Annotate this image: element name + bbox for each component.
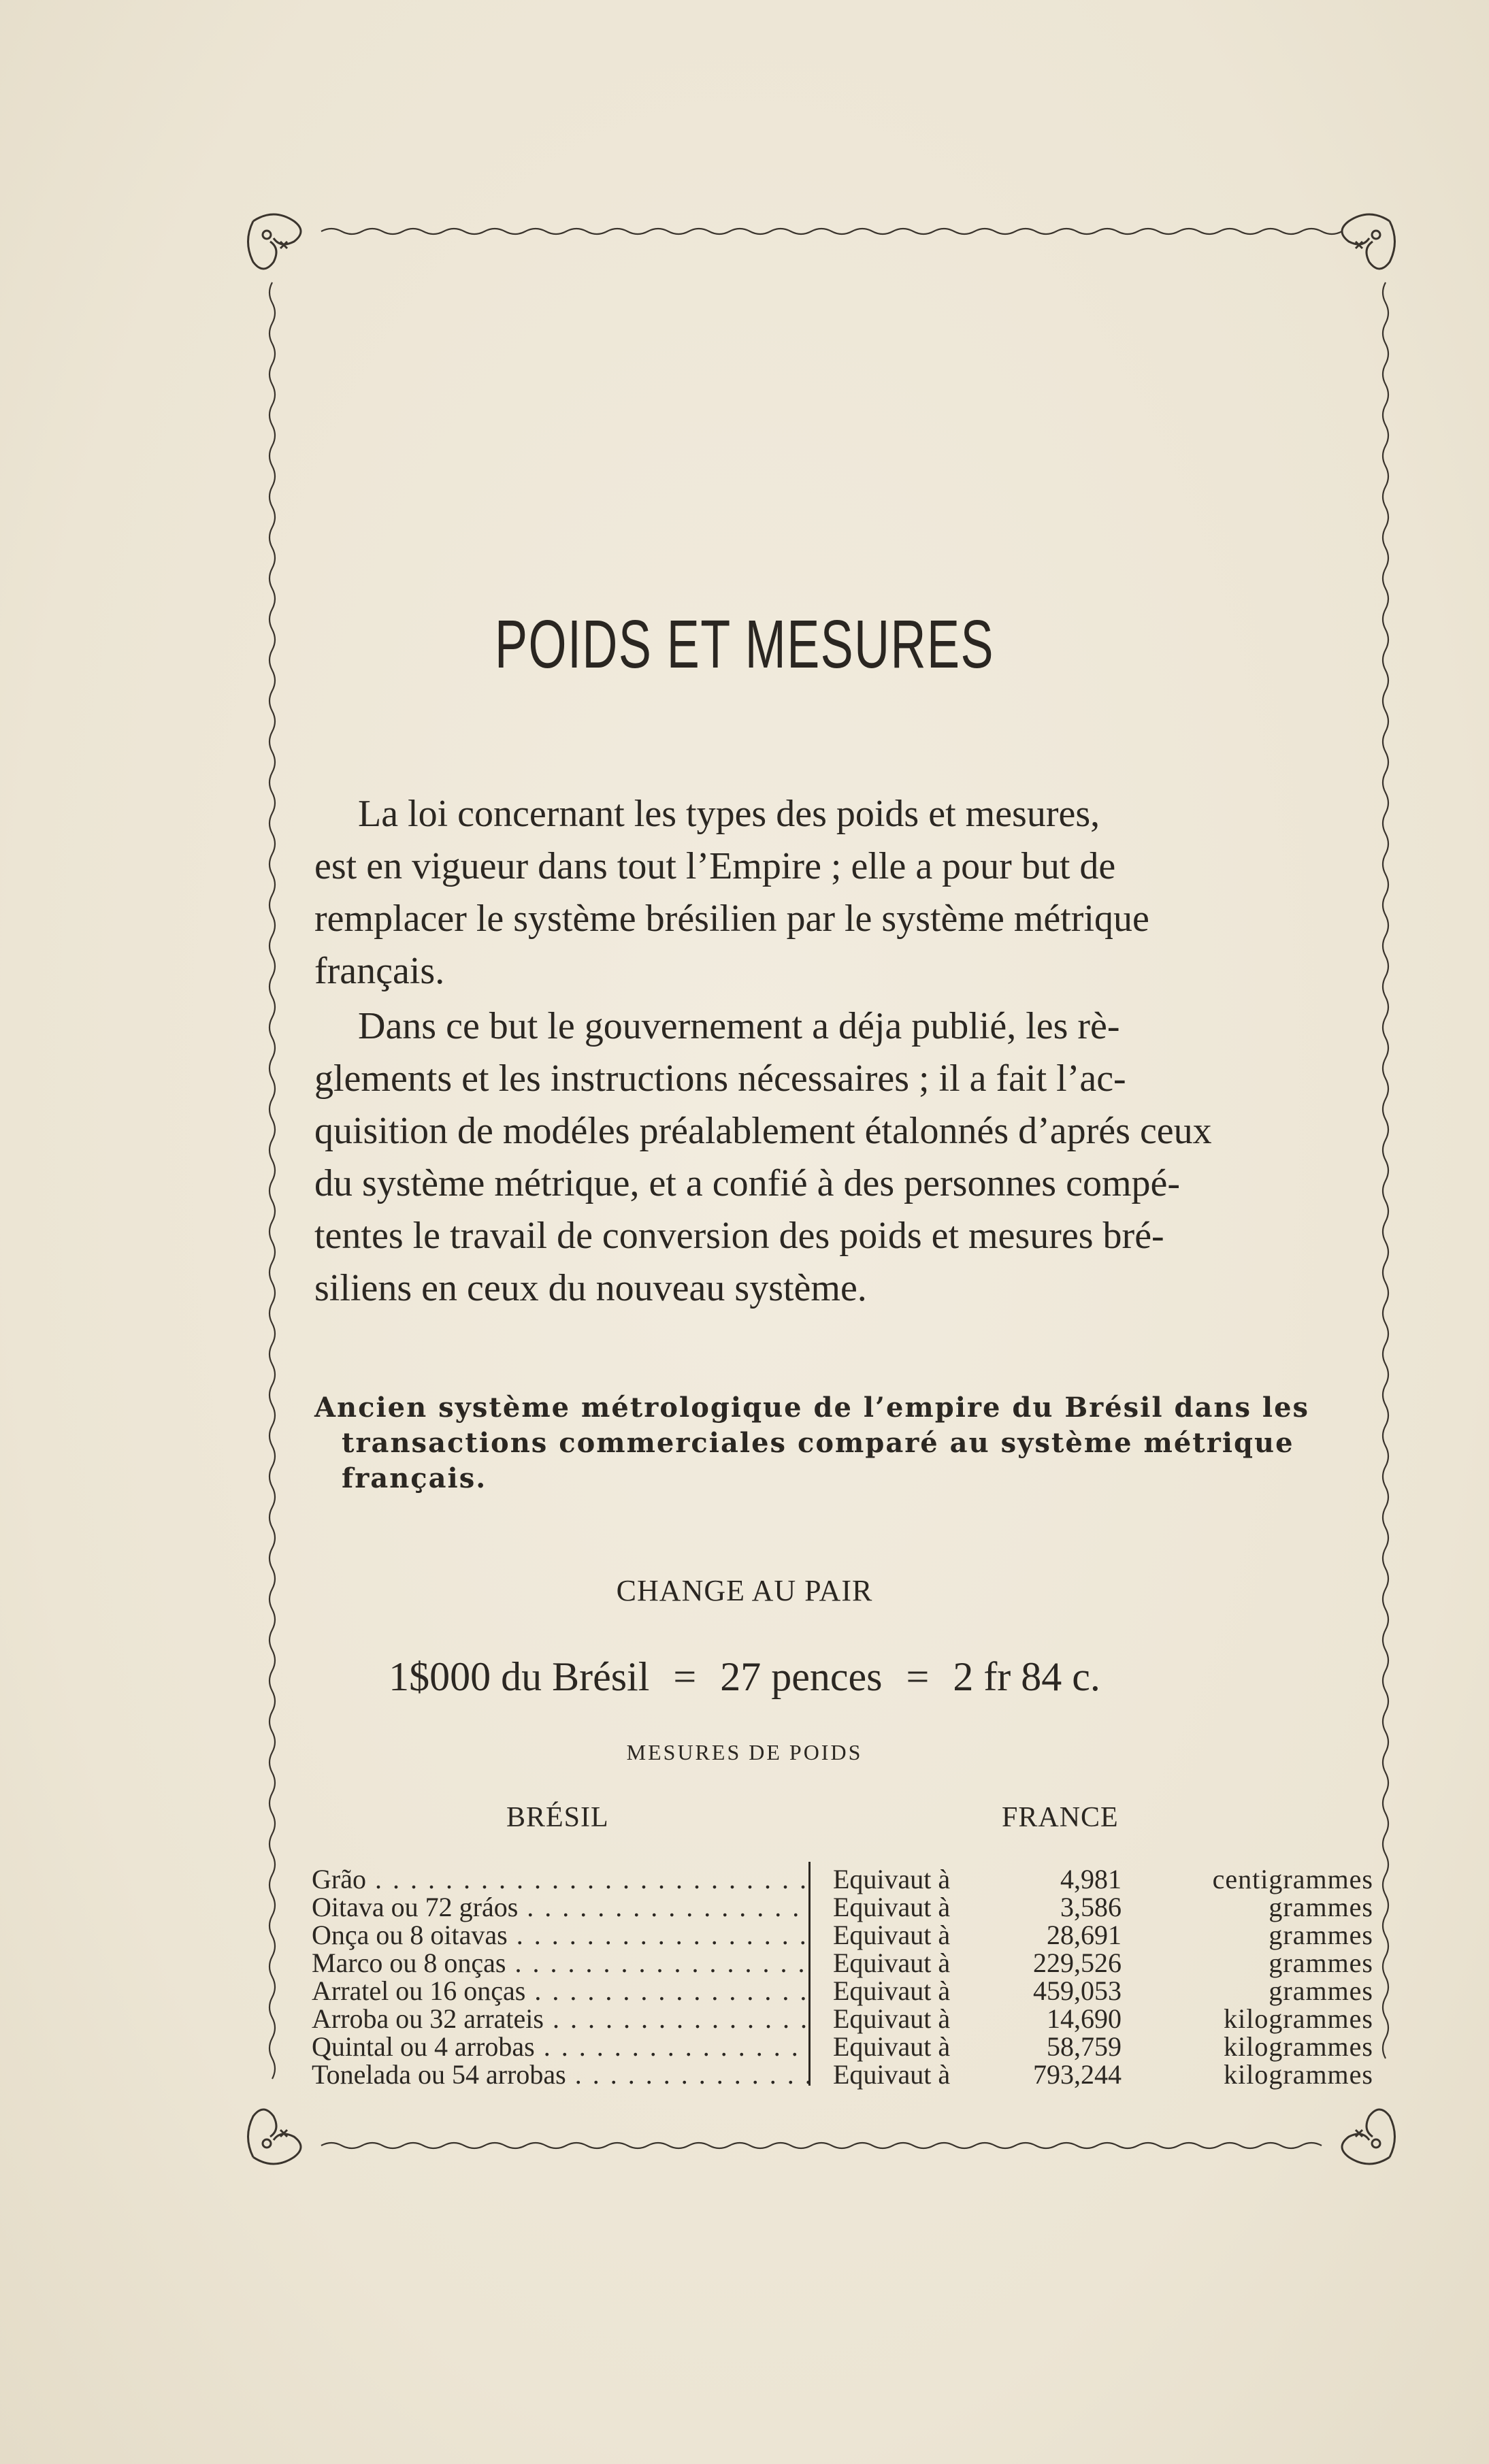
rate-equals-1: = <box>673 1654 697 1699</box>
row-equivalence: Equivaut à <box>833 1892 951 1922</box>
row-unit: kilogrammes <box>1224 2059 1373 2090</box>
row-unit: grammes <box>1269 1948 1373 1978</box>
row-value: 14,690 <box>1047 2003 1122 2034</box>
rate-equals-2: = <box>906 1654 930 1699</box>
column-separator <box>808 1918 811 1946</box>
paragraph-1 <box>314 788 1335 998</box>
change-label: CHANGE AU PAIR <box>616 1574 873 1607</box>
column-header-bresil: BRÉSIL <box>506 1802 609 1833</box>
paragraph-2 <box>314 1000 1335 1315</box>
row-value: 459,053 <box>1033 1975 1122 2006</box>
paragraph-line: quisition de modéles préalablement étalonnés d’aprés ceux <box>314 1110 1212 1152</box>
table-row <box>312 2003 1373 2034</box>
paragraph-line: siliens en ceux du nouveau système. <box>314 1267 867 1309</box>
row-label: Quintal ou 4 arrobas . . . <box>312 2031 808 2063</box>
row-unit: grammes <box>1269 1920 1373 1950</box>
exchange-rate <box>0 1654 1489 1701</box>
row-unit: grammes <box>1269 1975 1373 2006</box>
table-row <box>312 1891 1373 1922</box>
column-separator <box>808 2057 811 2086</box>
paragraph-line: est en vigueur dans tout l’Empire ; elle a pour but de <box>314 845 1116 887</box>
row-equivalence: Equivaut à <box>833 1920 951 1950</box>
row-equivalence: Equivaut à <box>833 2059 951 2090</box>
table-row <box>312 1947 1373 1978</box>
row-label: Oitava ou 72 gráos . . . <box>312 1891 808 1923</box>
row-unit: grammes <box>1269 1892 1373 1922</box>
row-value: 4,981 <box>1060 1864 1122 1894</box>
table-subtitle: MESURES DE POIDS <box>626 1740 863 1764</box>
paragraph-line: remplacer le système brésilien par le système métrique <box>314 898 1149 940</box>
table-row <box>312 1975 1373 2006</box>
row-unit: kilogrammes <box>1224 2031 1373 2062</box>
column-separator <box>808 2001 811 2030</box>
table-row <box>312 1919 1373 1950</box>
paragraph-line: du système métrique, et a confié à des personnes compé- <box>314 1162 1181 1204</box>
section-heading-line: français. <box>342 1462 487 1494</box>
rate-pence: 27 pences <box>720 1654 883 1699</box>
row-label: Marco ou 8 onças . . . <box>312 1947 808 1979</box>
row-equivalence: Equivaut à <box>833 2003 951 2034</box>
row-label: Grão . . . <box>312 1863 808 1895</box>
column-separator <box>808 1973 811 2002</box>
row-equivalence: Equivaut à <box>833 1864 951 1894</box>
row-value: 793,244 <box>1033 2059 1122 2090</box>
paragraph-line: La loi concernant les types des poids et mesures, <box>358 793 1100 835</box>
section-heading-line: Ancien système métrologique de l’empire du Brésil dans les <box>314 1392 1310 1424</box>
row-unit: centigrammes <box>1212 1864 1373 1894</box>
row-value: 3,586 <box>1060 1892 1122 1922</box>
paragraph-line: glements et les instructions nécessaires ; il a fait l’ac- <box>314 1057 1126 1100</box>
row-label: Onça ou 8 oitavas . . . <box>312 1919 808 1951</box>
table-row <box>312 2031 1373 2062</box>
weights-table <box>312 1863 1373 2090</box>
row-equivalence: Equivaut à <box>833 1975 951 2006</box>
row-value: 58,759 <box>1047 2031 1122 2062</box>
paragraph-line: Dans ce but le gouvernement a déja publié, les rè- <box>358 1005 1120 1047</box>
table-row <box>312 2058 1373 2090</box>
row-label: Arroba ou 32 arrateis . . . <box>312 2003 808 2035</box>
row-label: Tonelada ou 54 arrobas . . . <box>312 2058 808 2090</box>
section-heading-line: transactions commerciales comparé au système métrique <box>342 1427 1294 1459</box>
rate-france: 2 fr 84 c. <box>953 1654 1100 1699</box>
table-row <box>312 1863 1373 1894</box>
paragraph-line: français. <box>314 950 445 992</box>
row-unit: kilogrammes <box>1224 2003 1373 2034</box>
column-separator <box>808 1890 811 1918</box>
row-value: 229,526 <box>1033 1948 1122 1978</box>
column-separator <box>808 2029 811 2058</box>
column-separator <box>808 1862 811 1890</box>
column-separator <box>808 1945 811 1974</box>
rate-brazil: 1$000 du Brésil <box>389 1654 650 1699</box>
row-equivalence: Equivaut à <box>833 1948 951 1978</box>
row-label: Arratel ou 16 onças . . . <box>312 1975 808 2007</box>
paragraph-line: tentes le travail de conversion des poids et mesures bré- <box>314 1215 1164 1257</box>
column-header-france: FRANCE <box>1002 1802 1119 1833</box>
row-equivalence: Equivaut à <box>833 2031 951 2062</box>
row-value: 28,691 <box>1047 1920 1122 1950</box>
section-heading <box>314 1390 1335 1496</box>
page-title: POIDS ET MESURES <box>495 606 994 683</box>
